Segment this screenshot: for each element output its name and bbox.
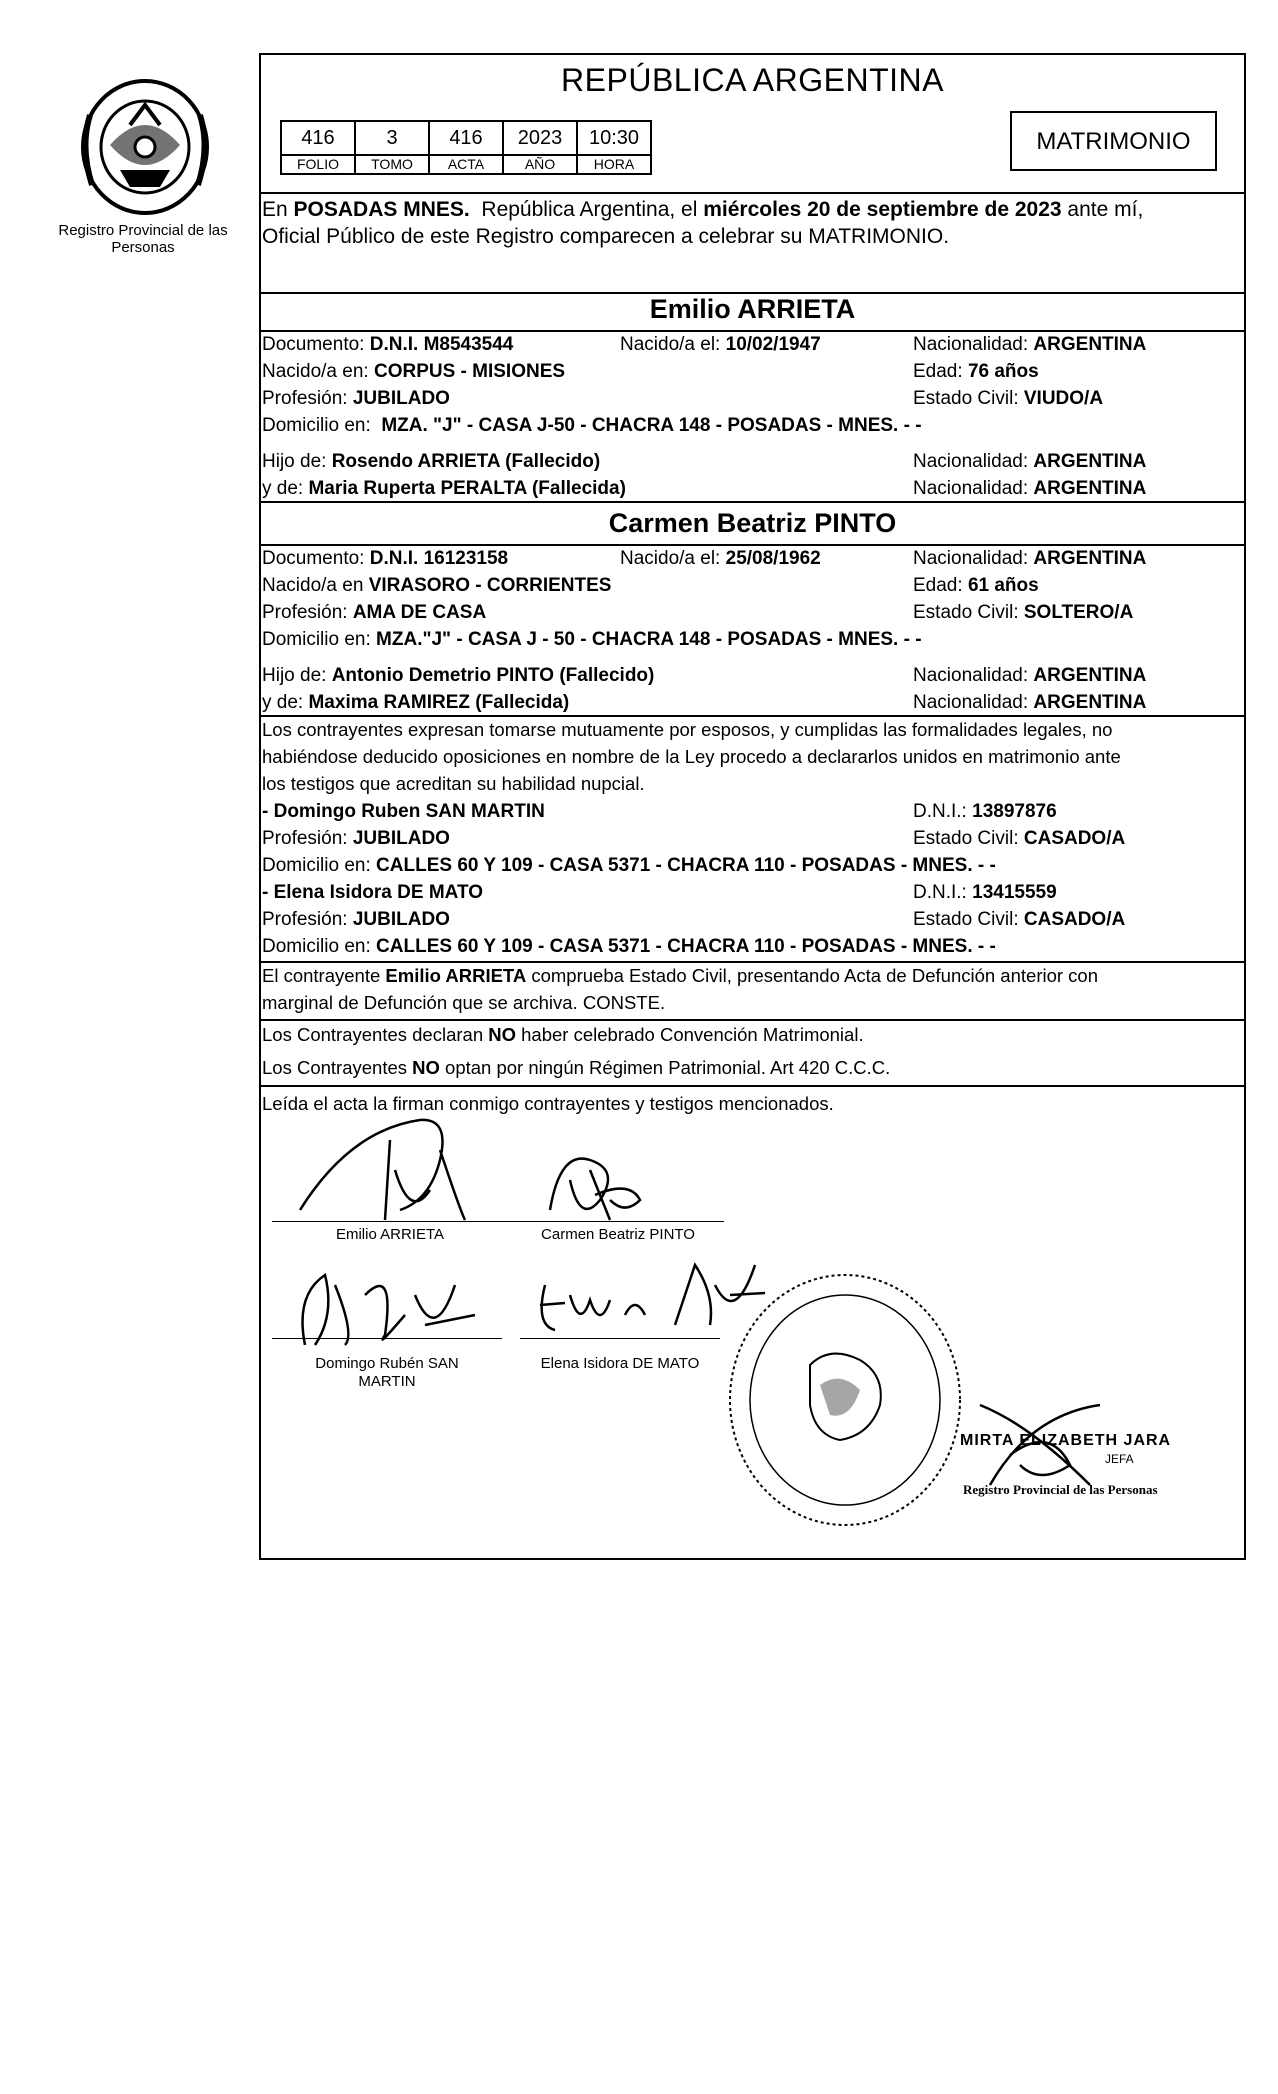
intro-line-2: Oficial Público de este Registro comparecen a celebrar su MATRIMONIO. — [262, 225, 950, 248]
witness1-signature-caption-2: MARTIN — [358, 1373, 416, 1390]
intro-line-1 — [262, 196, 1143, 223]
groom-signature-caption: Emilio ARRIETA — [335, 1226, 445, 1243]
bride-profession: Profesión: AMA DE CASA — [262, 602, 487, 623]
groom-mother: y de: Maria Ruperta PERALTA (Fallecida) — [262, 478, 626, 499]
witness2-signature-caption: Elena Isidora DE MATO — [540, 1355, 700, 1372]
convention-line: Los Contrayentes declaran NO haber celebrado Convención Matrimonial. — [262, 1024, 864, 1045]
divider — [259, 544, 1246, 546]
hora-label: HORA — [577, 155, 651, 174]
witness1-civil-status: Estado Civil: CASADO/A — [913, 828, 1126, 849]
groom-mother-nationality: Nacionalidad: ARGENTINA — [913, 478, 1147, 499]
bride-name: Carmen Beatriz PINTO — [608, 508, 897, 538]
anio-value: 2023 — [503, 121, 577, 155]
divider — [259, 1019, 1246, 1021]
tomo-value: 3 — [355, 121, 429, 155]
regime-line: Los Contrayentes NO optan por ningún Régimen Patrimonial. Art 420 C.C.C. — [262, 1057, 891, 1078]
divider — [259, 961, 1246, 963]
declaration-line-1: Los contrayentes expresan tomarse mutuamente por esposos, y cumplidas las formalidades legales, no — [262, 719, 1113, 740]
official-office: Registro Provincial de las Personas — [963, 1482, 1158, 1497]
groom-profession: Profesión: JUBILADO — [262, 388, 450, 409]
bride-signature-caption: Carmen Beatriz PINTO — [541, 1226, 695, 1243]
bride-mother: y de: Maxima RAMIREZ (Fallecida) — [262, 692, 570, 713]
intro-pre: En — [262, 198, 294, 221]
witness1-signature — [285, 1255, 485, 1355]
anio-label: AÑO — [503, 155, 577, 174]
divider — [259, 330, 1246, 332]
groom-birthplace: Nacido/a en: CORPUS - MISIONES — [262, 361, 566, 382]
folio-value: 416 — [281, 121, 355, 155]
bride-father-nationality: Nacionalidad: ARGENTINA — [913, 665, 1147, 686]
registry-table — [280, 120, 652, 175]
groom-father-nationality: Nacionalidad: ARGENTINA — [913, 451, 1147, 472]
bride-doc: Documento: D.N.I. 16123158 — [262, 548, 509, 569]
witness2-dni: D.N.I.: 13415559 — [913, 882, 1057, 903]
groom-address: Domicilio en: MZA. "J" - CASA J-50 - CHACRA 148 - POSADAS - MNES. - - — [262, 415, 922, 436]
groom-father: Hijo de: Rosendo ARRIETA (Fallecido) — [262, 451, 601, 472]
divider — [259, 192, 1246, 194]
groom-nationality: Nacionalidad: ARGENTINA — [913, 334, 1147, 355]
witness1-dni: D.N.I.: 13897876 — [913, 801, 1057, 822]
groom-birth: Nacido/a el: 10/02/1947 — [620, 334, 821, 355]
bride-civil-status: Estado Civil: SOLTERO/A — [913, 602, 1134, 623]
hora-value: 10:30 — [577, 121, 651, 155]
witness1-address: Domicilio en: CALLES 60 Y 109 - CASA 5371 - CHACRA 110 - POSADAS - MNES. - - — [262, 855, 996, 876]
folio-label: FOLIO — [281, 155, 355, 174]
bride-nationality: Nacionalidad: ARGENTINA — [913, 548, 1147, 569]
intro-date: miércoles 20 de septiembre de 2023 — [703, 198, 1062, 221]
witness1-signature-caption-1: Domingo Rubén SAN — [315, 1355, 459, 1372]
official-role: JEFA — [1105, 1452, 1134, 1466]
divider — [259, 501, 1246, 503]
divider — [259, 1085, 1246, 1087]
closing-line: Leída el acta la firman conmigo contrayentes y testigos mencionados. — [262, 1093, 834, 1114]
witness2-address: Domicilio en: CALLES 60 Y 109 - CASA 5371 - CHACRA 110 - POSADAS - MNES. - - — [262, 936, 996, 957]
intro-place: POSADAS MNES. — [293, 198, 470, 221]
agency-caption: Registro Provincial de las Personas — [58, 222, 228, 256]
bride-birthplace: Nacido/a en VIRASORO - CORRIENTES — [262, 575, 612, 596]
witness2-name: - Elena Isidora DE MATO — [262, 882, 484, 903]
groom-doc: Documento: D.N.I. M8543544 — [262, 334, 514, 355]
groom-name: Emilio ARRIETA — [649, 294, 856, 324]
note-line-1: El contrayente Emilio ARRIETA comprueba Estado Civil, presentando Acta de Defunción anterior con — [262, 965, 1099, 986]
official-name: MIRTA ELIZABETH JARA — [960, 1432, 1172, 1449]
intro-mid: República Argentina, el — [469, 198, 704, 221]
bride-signature — [540, 1140, 660, 1230]
official-seal-stamp — [720, 1265, 970, 1535]
groom-signature — [290, 1100, 530, 1230]
declaration-line-3: los testigos que acreditan su habilidad nupcial. — [262, 773, 645, 794]
witness2-profession: Profesión: JUBILADO — [262, 909, 450, 930]
declaration-line-2: habiéndose deducido oposiciones en nombre de la Ley procedo a declararlos unidos en matrimonio ante — [262, 746, 1121, 767]
acta-value: 416 — [429, 121, 503, 155]
tomo-label: TOMO — [355, 155, 429, 174]
bride-birth: Nacido/a el: 25/08/1962 — [620, 548, 821, 569]
note-line-2: marginal de Defunción que se archiva. CONSTE. — [262, 992, 666, 1013]
intro-post: ante mí, — [1061, 198, 1144, 221]
witness1-name: - Domingo Ruben SAN MARTIN — [262, 801, 545, 822]
misiones-shield-icon — [70, 75, 220, 220]
act-type-box: MATRIMONIO — [1010, 111, 1217, 171]
bride-mother-nationality: Nacionalidad: ARGENTINA — [913, 692, 1147, 713]
bride-address: Domicilio en: MZA."J" - CASA J - 50 - CHACRA 148 - POSADAS - MNES. - - — [262, 629, 922, 650]
bride-father: Hijo de: Antonio Demetrio PINTO (Fallecido) — [262, 665, 655, 686]
witness2-civil-status: Estado Civil: CASADO/A — [913, 909, 1126, 930]
divider — [259, 715, 1246, 717]
groom-age: Edad: 76 años — [913, 361, 1039, 382]
page-title: REPÚBLICA ARGENTINA — [561, 62, 944, 98]
acta-label: ACTA — [429, 155, 503, 174]
bride-age: Edad: 61 años — [913, 575, 1039, 596]
groom-civil-status: Estado Civil: VIUDO/A — [913, 388, 1104, 409]
witness1-profession: Profesión: JUBILADO — [262, 828, 450, 849]
